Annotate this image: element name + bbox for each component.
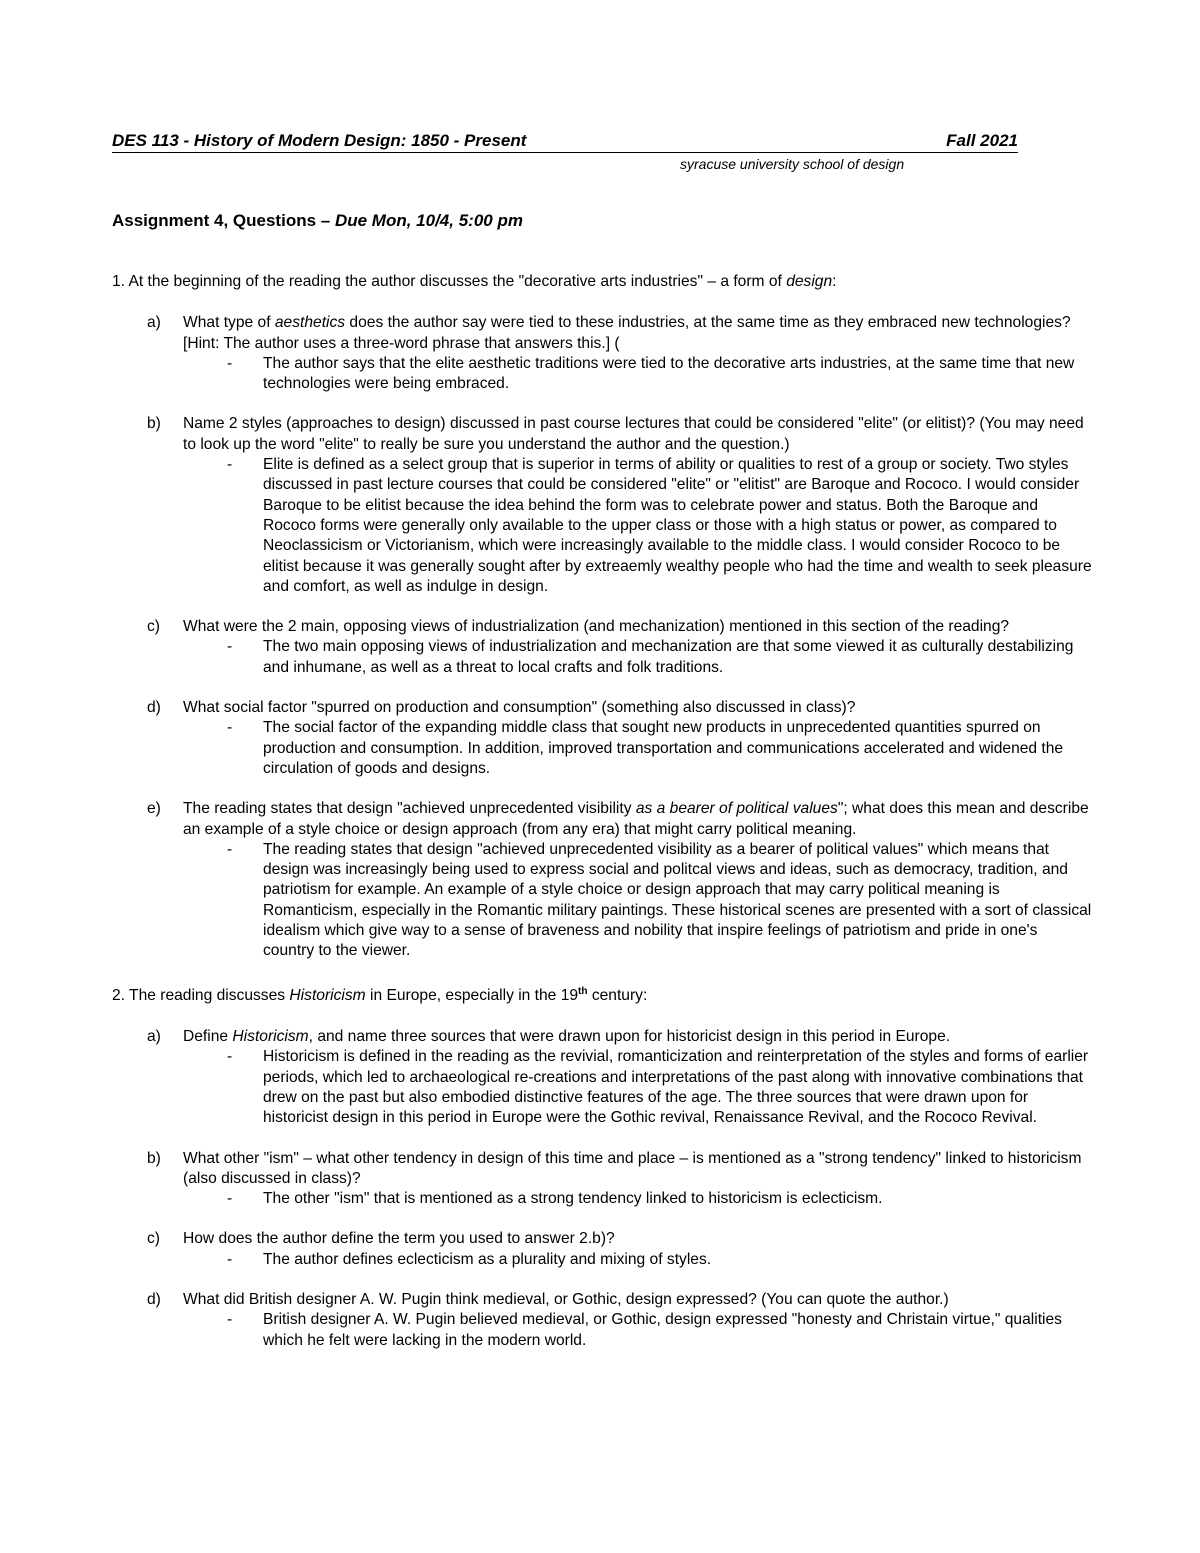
question-1a-text: What type of	[183, 314, 275, 332]
answer-1b-text: Elite is defined as a select group that is superior in terms of ability or qualities to rest of a group or society. Two styles discussed in past lecture courses that could be considered "elite" or "elitist" are Baroque and Rococo. I would consider Baroque to be elitist because the idea behind the form was to celebrate power and status. Both the Baroque and Rococo forms were generally only available to the upper class or those with a high status or power, as compared to Neoclassicism or Victorianism, which were increasingly available to the middle class. I would consider Rococo to be elitist because it was generally sought after by extreaemly wealthy people who had the time and wealth to seek pleasure and comfort, as well as indulge in design.	[263, 456, 1092, 595]
answer-2d-text: British designer A. W. Pugin believed medieval, or Gothic, design expressed "honesty and Christain virtue," qualities which he felt were lacking in the modern world.	[263, 1311, 1062, 1349]
question-1e-label: e)	[147, 800, 161, 818]
question-1a	[112, 313, 1092, 354]
answer-1c	[112, 637, 1092, 678]
question-1b-label: b)	[147, 415, 161, 433]
question-2a-label: a)	[147, 1028, 161, 1046]
answer-2a-text: Historicism is defined in the reading as the revivial, romanticization and reinterpretation of the styles and forms of earlier periods, which led to archaeological re-creations and interpretations of the past along with innovative combinations that drew on the past but also embodied distinctive features of the age. The three sources that were drawn upon for historicist design in this period in Europe were the Gothic revival, Renaissance Revival, and the Rococo Revival.	[263, 1048, 1089, 1127]
answer-2b	[112, 1189, 1092, 1209]
question-2a-emphasis: Historicism	[232, 1028, 309, 1046]
question-1a-label: a)	[147, 314, 161, 332]
question-1d	[112, 698, 1092, 718]
answer-1b	[112, 455, 1092, 597]
question-2b	[112, 1149, 1092, 1190]
question-1e-emphasis: as a bearer of political values	[635, 800, 838, 818]
answer-2a	[112, 1047, 1092, 1128]
question-1c-text: What were the 2 main, opposing views of industrialization (and mechanization) mentioned in this section of the reading?	[183, 618, 1010, 636]
answer-bullet: -	[227, 456, 233, 474]
question-2b-label: b)	[147, 1149, 161, 1167]
answer-1c-text: The two main opposing views of industrialization and mechanization are that some viewed it as culturally destabilizing and inhumane, as well as a threat to local crafts and folk traditions.	[263, 638, 1074, 676]
question-1b	[112, 414, 1092, 455]
course-term: Fall 2021	[946, 131, 1018, 150]
assignment-title	[112, 211, 523, 231]
question-2-text-mid: in Europe, especially in the 19	[365, 986, 579, 1004]
assignment-label: Assignment 4, Questions –	[112, 211, 335, 230]
answer-bullet: -	[227, 1190, 233, 1208]
question-2d	[112, 1290, 1092, 1310]
document-body	[112, 272, 1092, 1351]
question-2-superscript: th	[578, 985, 588, 997]
answer-bullet: -	[227, 840, 233, 858]
answer-bullet: -	[227, 1048, 233, 1066]
question-1-text-end: :	[832, 273, 837, 290]
answer-bullet: -	[227, 719, 233, 737]
answer-bullet: -	[227, 1311, 233, 1329]
question-2c	[112, 1229, 1092, 1249]
answer-bullet: -	[227, 354, 233, 372]
answer-2c-text: The author defines eclecticism as a plurality and mixing of styles.	[263, 1250, 712, 1268]
answer-1d-text: The social factor of the expanding middle class that sought new products in unprecedented quantities spurred on production and consumption. In addition, improved transportation and communications accelerated and widened the circulation of goods and designs.	[263, 719, 1064, 777]
question-1c	[112, 617, 1092, 637]
school-name: syracuse university school of design	[680, 156, 905, 172]
question-1d-label: d)	[147, 699, 161, 717]
assignment-due: Due Mon, 10/4, 5:00 pm	[334, 211, 523, 230]
question-1c-label: c)	[147, 618, 160, 636]
question-1d-text: What social factor "spurred on production and consumption" (something also discussed in class)?	[183, 699, 856, 717]
question-2-text: 2. The reading discusses	[112, 986, 290, 1004]
question-2	[112, 982, 1092, 1006]
question-2a-text: Define	[183, 1028, 233, 1046]
question-2c-label: c)	[147, 1230, 160, 1248]
question-1-emphasis: design	[786, 273, 833, 290]
answer-bullet: -	[227, 1250, 233, 1268]
answer-1a	[112, 354, 1092, 395]
question-1e-text: The reading states that design "achieved unprecedented visibility	[183, 800, 636, 818]
course-title: DES 113 - History of Modern Design: 1850 - Present	[112, 131, 527, 150]
answer-2c	[112, 1250, 1092, 1270]
question-1b-text: Name 2 styles (approaches to design) discussed in past course lectures that could be considered "elite" (or elitist)? (You may need to look up the word "elite" to really be sure you understand the author and the question.)	[183, 415, 1084, 453]
question-1e-text-end: "; what does this mean and describe an example of a style choice or design approach (from any era) that might carry political meaning.	[183, 800, 1089, 838]
question-1a-emphasis: aesthetics	[274, 314, 346, 332]
answer-bullet: -	[227, 638, 233, 656]
answer-1e-text: The reading states that design "achieved unprecedented visibility as a bearer of political values" which means that design was increasingly being used to express social and politcal views and ideas, such as democracy, tradition, and patriotism for example. An example of a style choice or design approach that may carry political meaning is Romanticism, especially in the Romantic military paintings. These historical scenes are presented with a sort of classical idealism which give way to a sense of braveness and nobility that inspire feelings of patriotism and pride in one's country to the viewer.	[263, 840, 1092, 960]
answer-1d	[112, 718, 1092, 779]
question-2d-label: d)	[147, 1291, 161, 1309]
question-2a	[112, 1027, 1092, 1047]
question-2b-text: What other "ism" – what other tendency in design of this time and place – is mentioned as a "strong tendency" linked to historicism (also discussed in class)?	[183, 1149, 1082, 1187]
answer-2d	[112, 1310, 1092, 1351]
question-1e	[112, 799, 1092, 840]
question-1-text: 1. At the beginning of the reading the author discusses the "decorative arts industries" – a form of	[112, 273, 787, 290]
answer-1a-text: The author says that the elite aesthetic traditions were tied to the decorative arts industries, at the same time that new technologies were being embraced.	[263, 354, 1075, 393]
question-1	[112, 272, 1092, 292]
question-2-text-end: century:	[587, 986, 648, 1004]
answer-1e	[112, 840, 1092, 962]
question-2-emphasis: Historicism	[289, 986, 366, 1004]
question-2a-text-end: , and name three sources that were drawn upon for historicist design in this period in Europe.	[308, 1028, 951, 1046]
answer-2b-text: The other "ism" that is mentioned as a strong tendency linked to historicism is eclecticism.	[263, 1190, 883, 1208]
course-header	[112, 130, 1018, 153]
question-2d-text: What did British designer A. W. Pugin think medieval, or Gothic, design expressed? (You can quote the author.)	[183, 1291, 949, 1309]
question-1a-text-end: does the author say were tied to these industries, at the same time as they embraced new technologies? [Hint: The author uses a three-word phrase that answers this.] (	[183, 314, 1071, 352]
question-2c-text: How does the author define the term you used to answer 2.b)?	[183, 1230, 615, 1248]
